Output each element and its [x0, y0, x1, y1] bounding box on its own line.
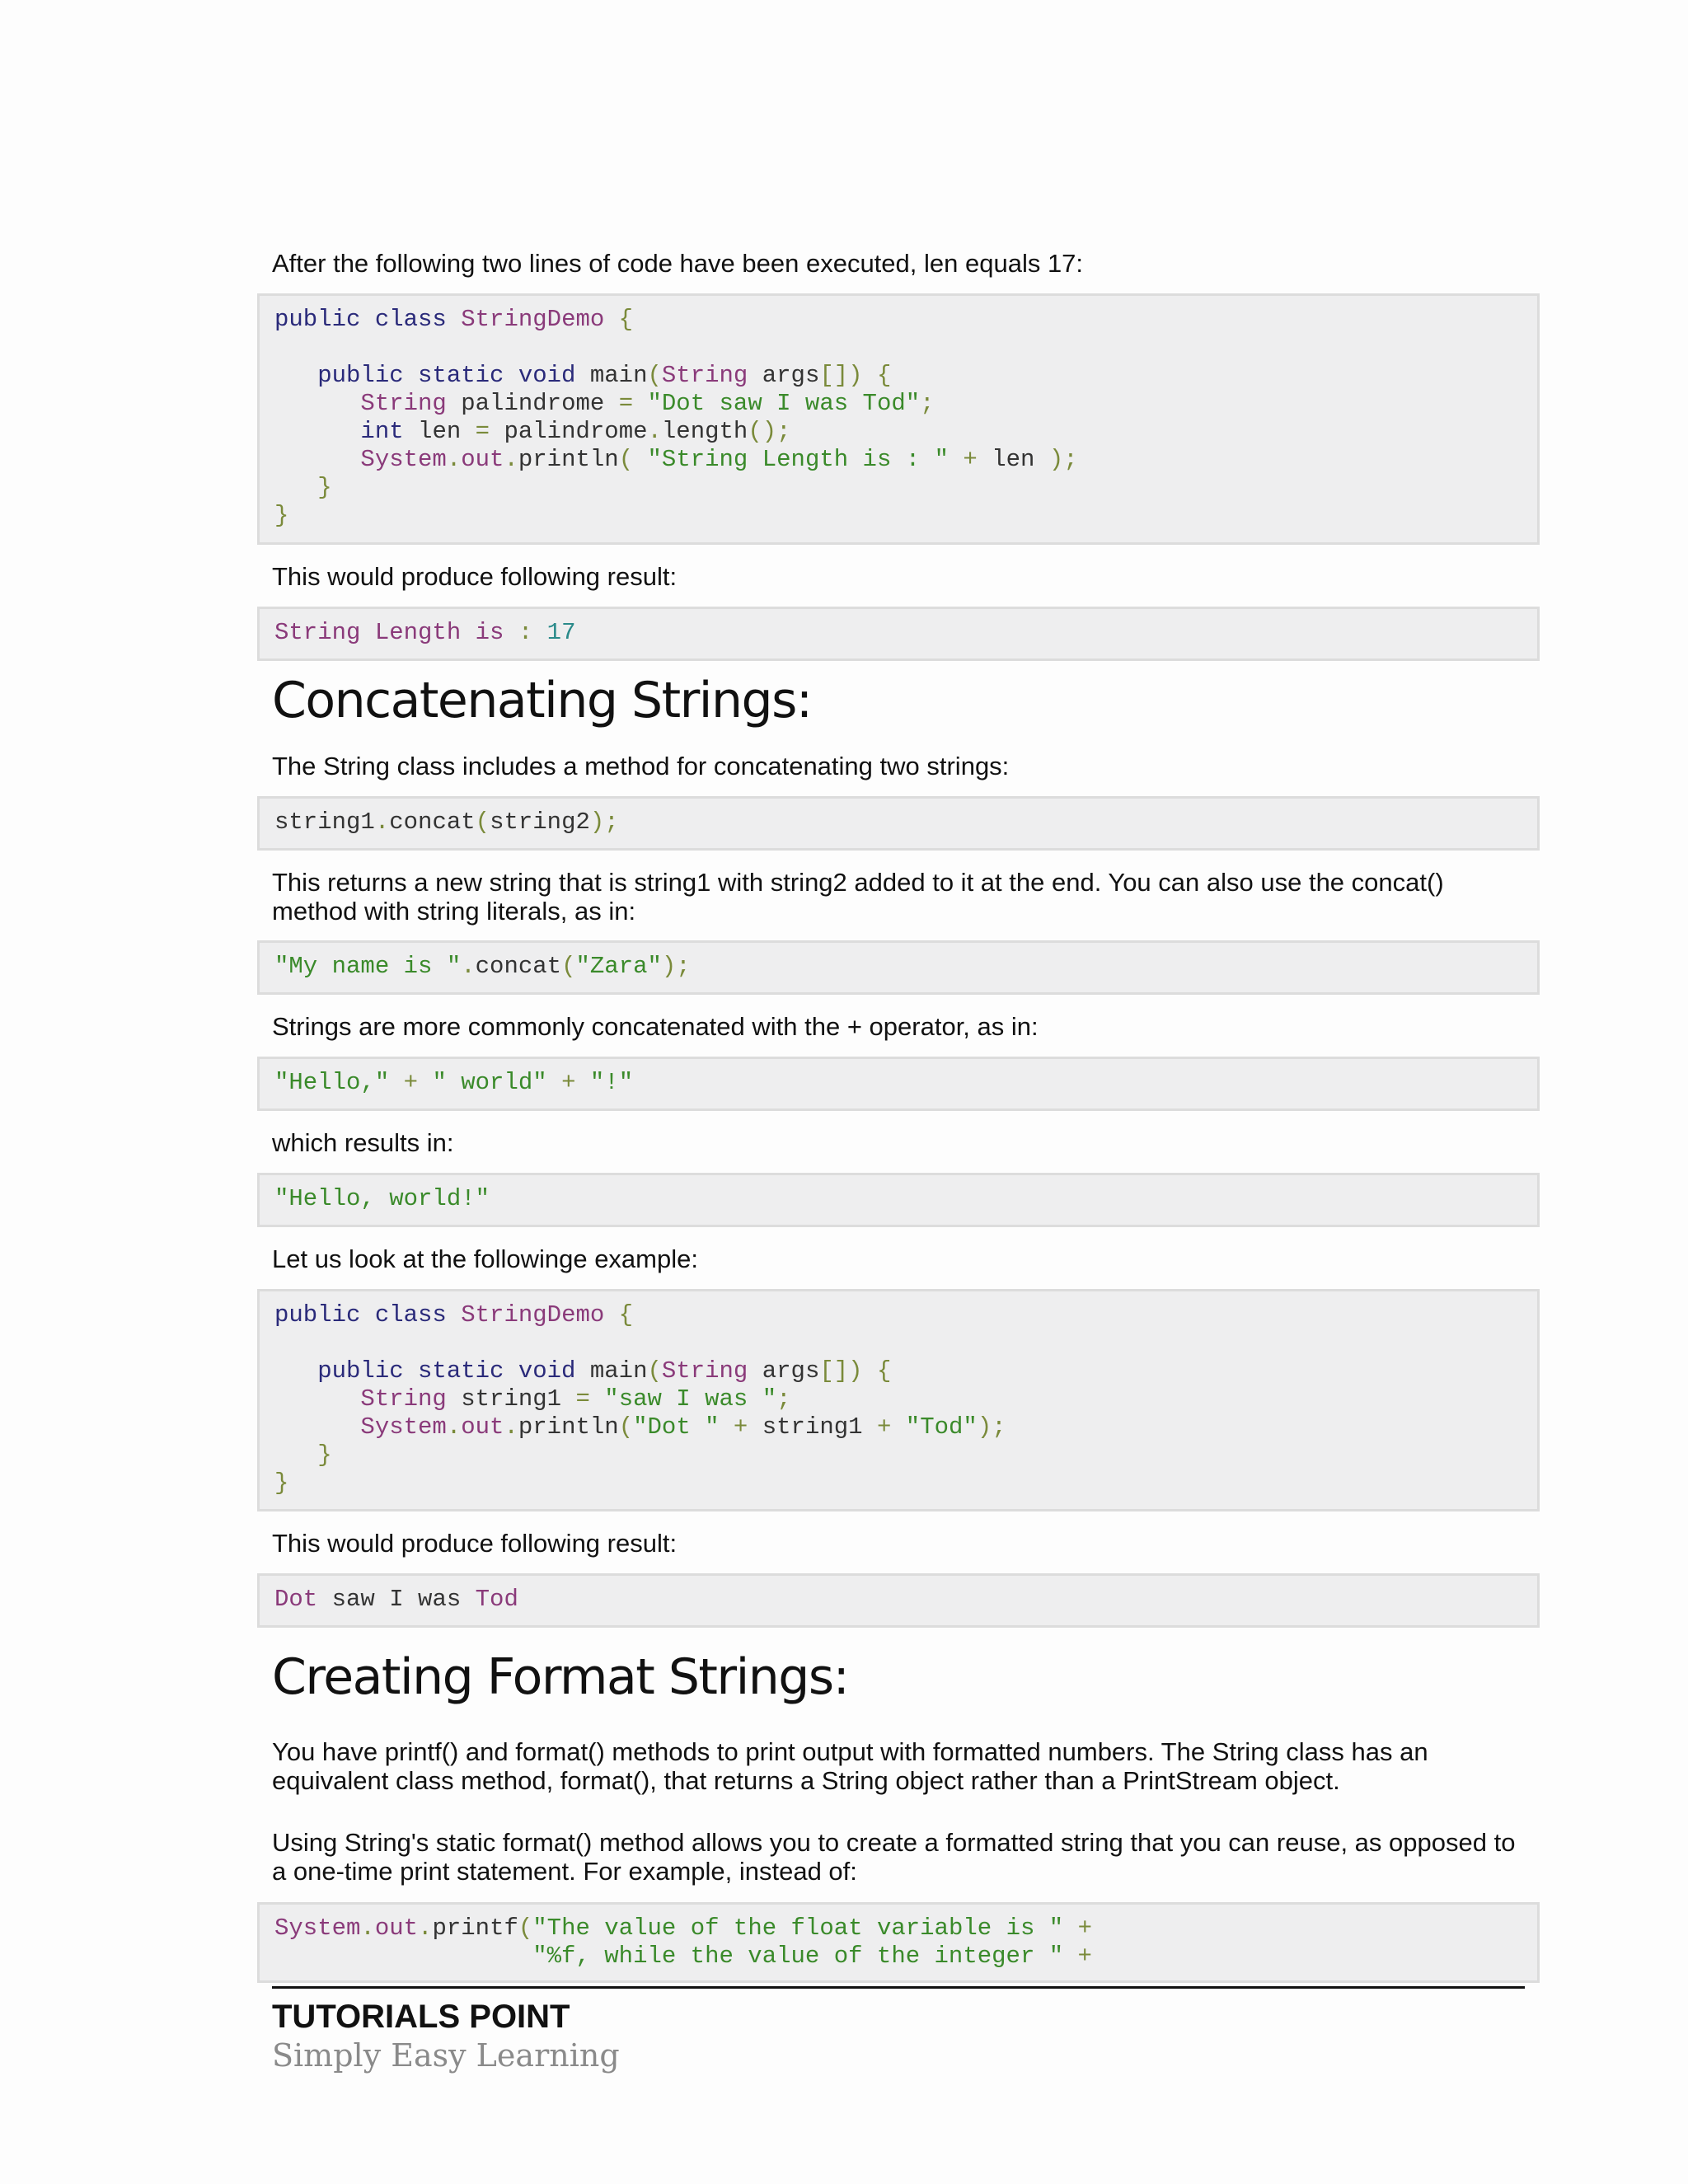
heading-creating-format-strings: Creating Format Strings: [272, 1648, 849, 1706]
plus-operator-text: Strings are more commonly concatenated with the + operator, as in: [272, 1012, 1039, 1041]
code-block-hello-world: "Hello, world!" [257, 1173, 1540, 1227]
code-block-concat-literal: "My name is ".concat("Zara"); [257, 940, 1540, 995]
intro-text: After the following two lines of code have been executed, len equals 17: [272, 249, 1084, 278]
output-block-2: Dot saw I was Tod [257, 1573, 1540, 1628]
code-block-string-length: public class StringDemo { public static void main(String args[]) { String palindrome = "Dot saw I was Tod"; int len = palindrome.length(); System.out.println( "String Length is : " + len ); } } [257, 293, 1540, 545]
format-static-text: Using String's static format() method allows you to create a formatted string that you can reuse, as opposed to a one-time print statement. For example, instead of: [272, 1828, 1516, 1886]
footer-brand-title: TUTORIALS POINT [272, 1999, 570, 2035]
results-in-text: which results in: [272, 1128, 454, 1157]
result-intro-1: This would produce following result: [272, 562, 678, 591]
code-block-plus-operator: "Hello," + " world" + "!" [257, 1057, 1540, 1111]
output-block-1: String Length is : 17 [257, 607, 1540, 661]
concat-returns-text: This returns a new string that is string1 with string2 added to it at the end. You can also use the concat() method with string literals, as in: [272, 868, 1444, 926]
concat-intro-text: The String class includes a method for concatenating two strings: [272, 752, 1010, 780]
code-block-concat: string1.concat(string2); [257, 796, 1540, 851]
heading-concatenating-strings: Concatenating Strings: [272, 672, 812, 729]
example-intro-text: Let us look at the followinge example: [272, 1244, 698, 1273]
footer-divider [272, 1986, 1525, 1989]
footer-brand-subtitle: Simply Easy Learning [272, 2037, 620, 2074]
code-block-printf: System.out.printf("The value of the float variable is " + "%f, while the value of the integer " + [257, 1902, 1540, 1983]
printf-format-text: You have printf() and format() methods to print output with formatted numbers. The String class has an equivalent class method, format(), that returns a String object rather than a PrintStream object. [272, 1737, 1428, 1795]
result-intro-2: This would produce following result: [272, 1529, 678, 1558]
code-block-concat-example: public class StringDemo { public static void main(String args[]) { String string1 = "saw I was "; System.out.println("Dot " + string1 + "Tod"); } } [257, 1289, 1540, 1511]
